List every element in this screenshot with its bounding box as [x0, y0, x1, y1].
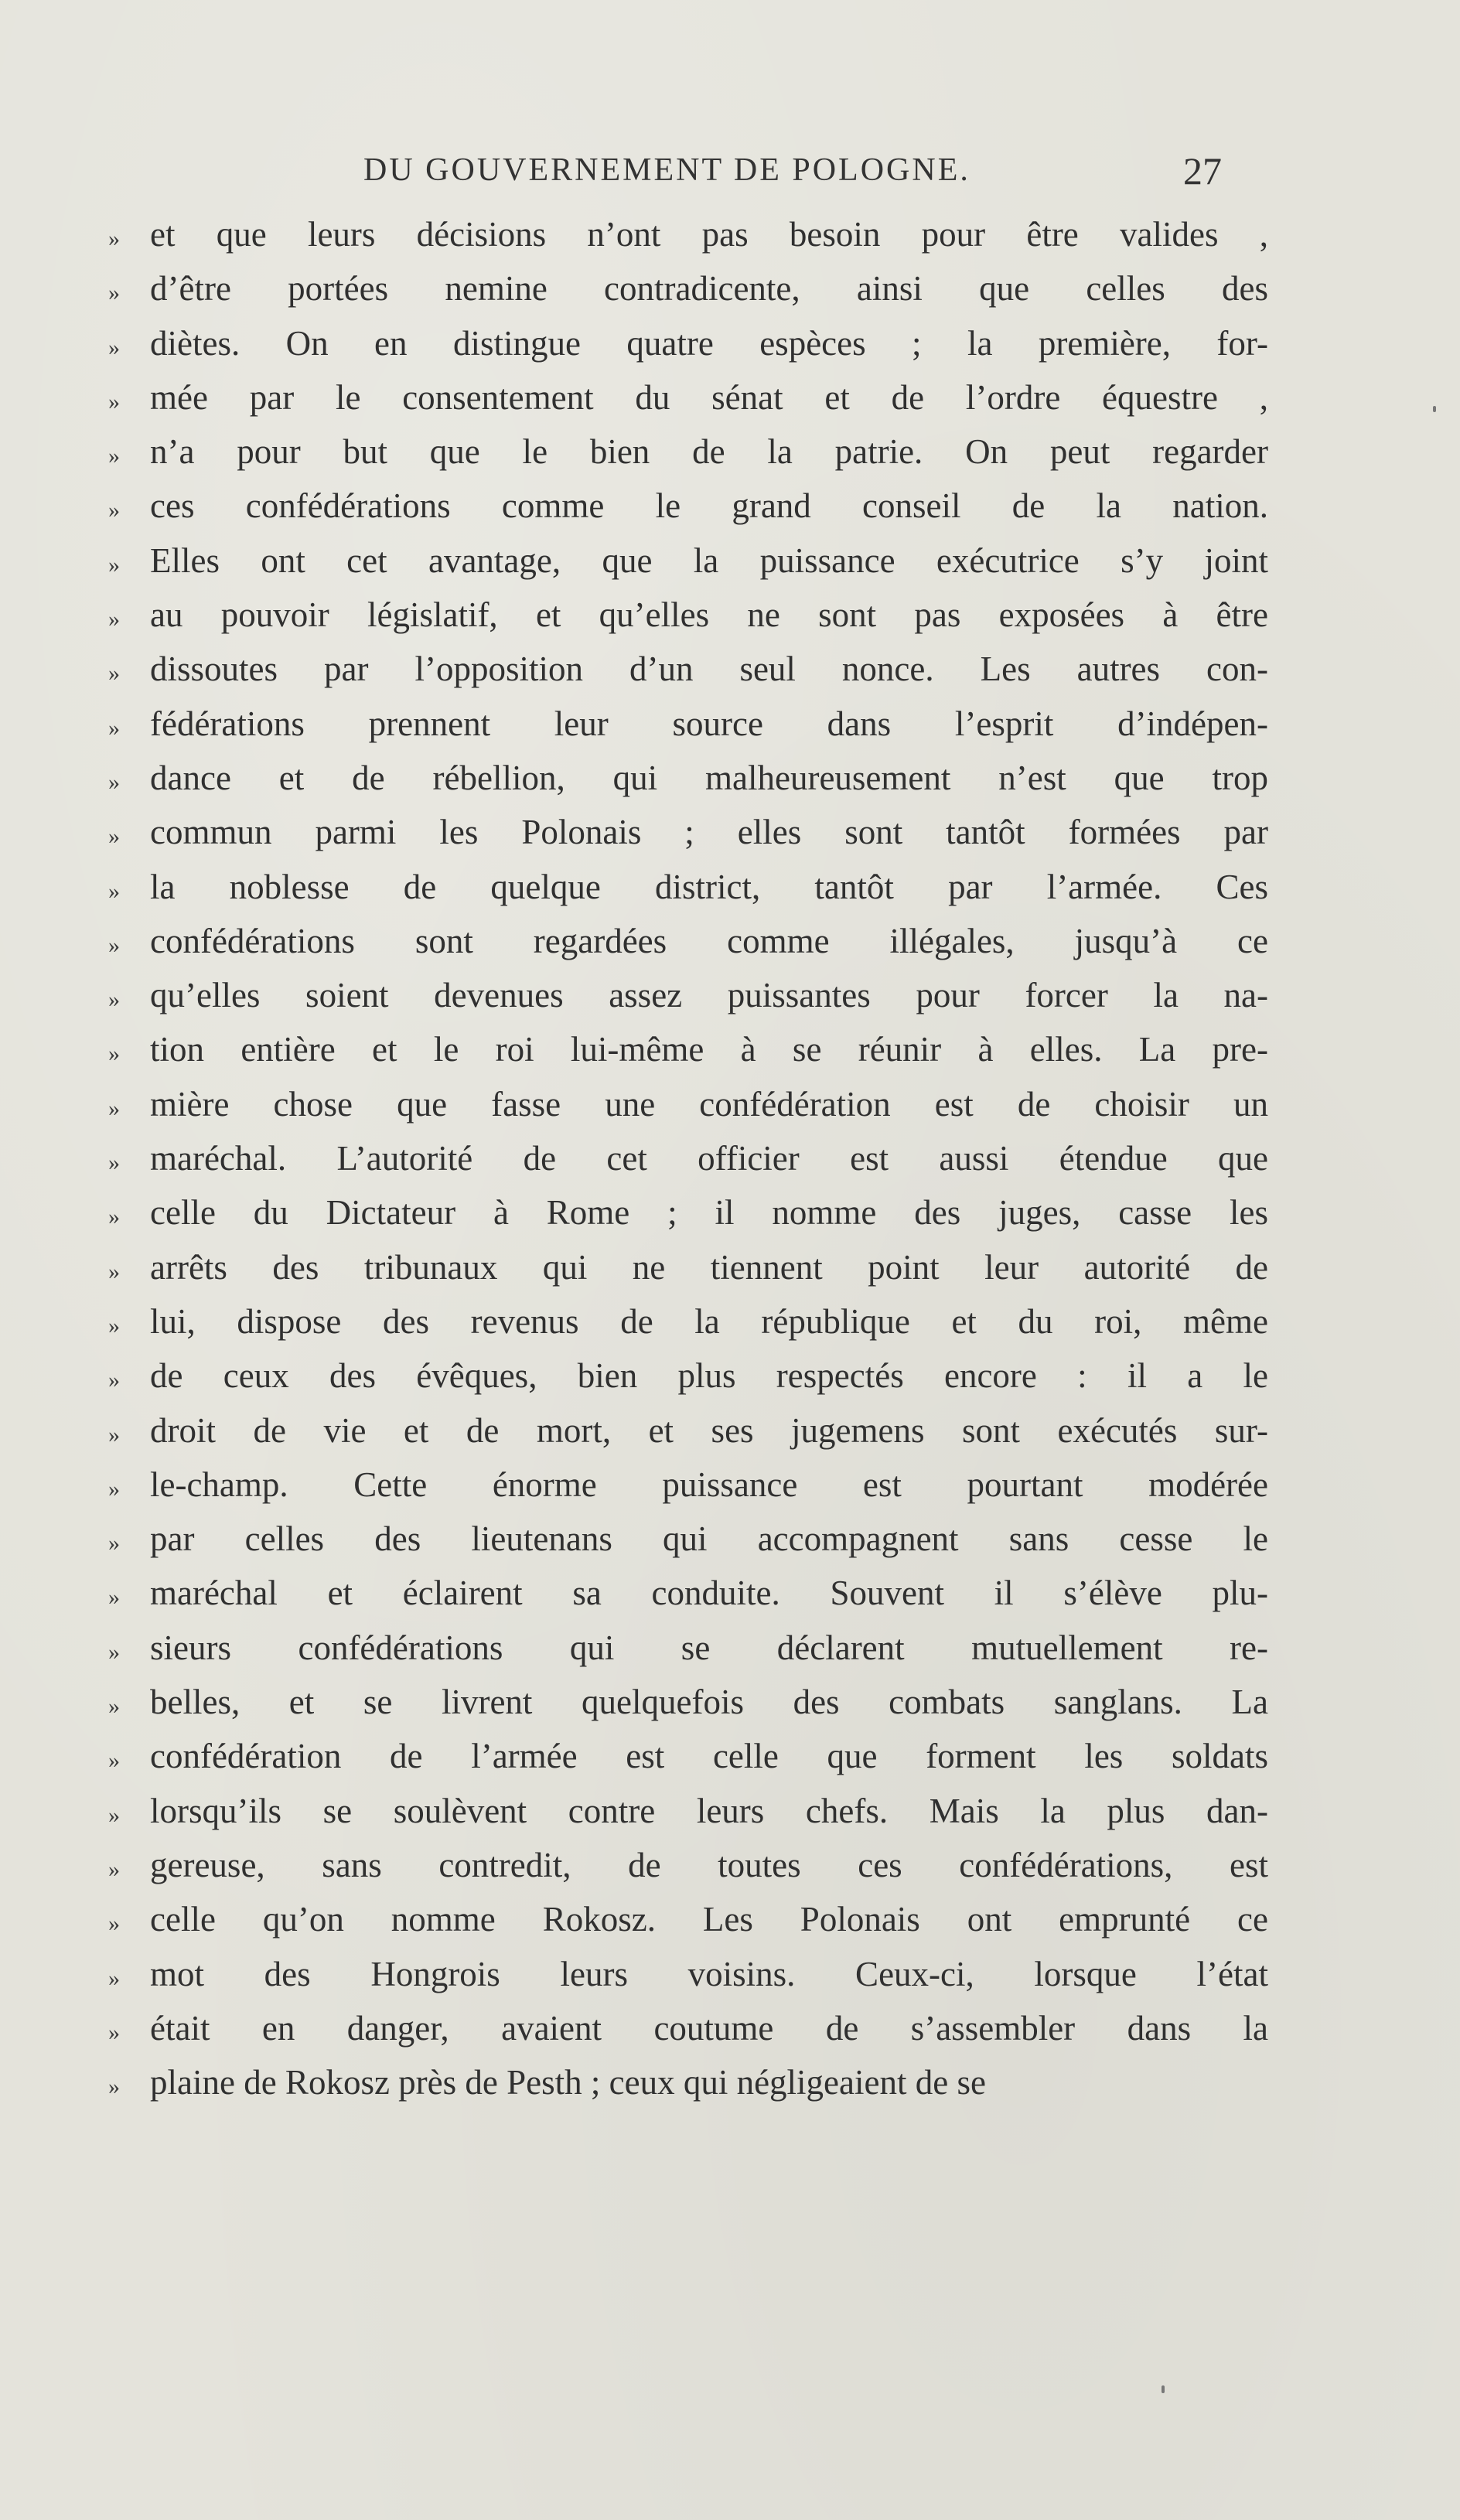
quote-mark: » [108, 1095, 120, 1121]
quote-mark: » [108, 714, 120, 741]
text-line [108, 1838, 1268, 1892]
text-line [108, 1892, 1268, 1946]
quote-mark: » [108, 1258, 120, 1284]
line-text: par celles des lieutenans qui accompagnent sans cesse le [150, 1519, 1268, 1559]
line-text: confédérations sont regardées comme illégales, jusqu’à ce [150, 921, 1268, 960]
line-text: la noblesse de quelque district, tantôt par l’armée. Ces [150, 867, 1268, 906]
quote-mark: » [108, 1150, 120, 1176]
quote-mark: » [108, 1584, 120, 1611]
text-line [108, 2055, 1268, 2109]
quote-mark: » [108, 1965, 120, 1991]
text-line [108, 1294, 1268, 1349]
quote-mark: » [108, 1693, 120, 1720]
line-text: ces confédérations comme le grand conseil de la nation. [150, 486, 1268, 526]
text-line [108, 1784, 1268, 1838]
text-line [108, 588, 1268, 642]
line-text: et que leurs décisions n’ont pas besoin pour être valides , [150, 215, 1268, 254]
text-line [108, 751, 1268, 805]
quote-mark: » [108, 1312, 120, 1338]
line-text: celle du Dictateur à Rome ; il nomme des juges, casse les [150, 1193, 1268, 1233]
text-line [108, 1512, 1268, 1566]
line-text: qu’elles soient devenues assez puissantes pour forcer la na- [150, 976, 1268, 1015]
body-text [108, 207, 1268, 2109]
quote-mark: » [108, 1856, 120, 1882]
text-line [108, 1185, 1268, 1240]
line-text: dance et de rébellion, qui malheureusement n’est que trop [150, 758, 1268, 797]
line-text: était en danger, avaient coutume de s’assembler dans la [150, 2008, 1268, 2048]
quote-mark: » [108, 1041, 120, 1067]
quote-mark: » [108, 769, 120, 795]
line-text: sieurs confédérations qui se déclarent mutuellement re- [150, 1628, 1268, 1667]
line-text: tion entière et le roi lui-même à se réunir à elles. La pre- [150, 1030, 1268, 1069]
text-line [108, 479, 1268, 533]
line-text: confédération de l’armée est celle que forment les soldats [150, 1737, 1268, 1776]
quote-mark: » [108, 388, 120, 414]
line-text: lorsqu’ils se soulèvent contre leurs chefs. Mais la plus dan- [150, 1791, 1268, 1830]
line-text: lui, dispose des revenus de la république et du roi, même [150, 1301, 1268, 1341]
line-text: plaine de Rokosz près de Pesth ; ceux qui négligeaient de se [150, 2063, 986, 2102]
quote-mark: » [108, 1367, 120, 1393]
line-text: le-champ. Cette énorme puissance est pourtant modérée [150, 1465, 1268, 1504]
quote-mark: » [108, 334, 120, 360]
text-line [108, 1403, 1268, 1458]
text-line [108, 968, 1268, 1022]
line-text: mée par le consentement du sénat et de l’ordre équestre , [150, 377, 1268, 417]
quote-mark: » [108, 878, 120, 904]
text-line [108, 1240, 1268, 1294]
text-line [108, 642, 1268, 696]
text-line [108, 1729, 1268, 1783]
quote-mark: » [108, 1911, 120, 1937]
quote-mark: » [108, 551, 120, 578]
text-line [108, 1566, 1268, 1620]
line-text: n’a pour but que le bien de la patrie. On peut regarder [150, 432, 1268, 472]
text-line [108, 914, 1268, 968]
text-line [108, 207, 1268, 261]
line-text: mot des Hongrois leurs voisins. Ceux-ci, lorsque l’état [150, 1954, 1268, 1993]
text-line [108, 805, 1268, 859]
line-text: commun parmi les Polonais ; elles sont tantôt formées par [150, 813, 1268, 852]
text-line [108, 1947, 1268, 2001]
paper-speck [1162, 2385, 1165, 2393]
quote-mark: » [108, 1421, 120, 1448]
quote-mark: » [108, 497, 120, 523]
quote-mark: » [108, 824, 120, 850]
line-text: belles, et se livrent quelquefois des combats sanglans. La [150, 1683, 1268, 1722]
line-text: fédérations prennent leur source dans l’esprit d’indépen- [150, 704, 1268, 743]
quote-mark: » [108, 932, 120, 958]
line-text: dissoutes par l’opposition d’un seul nonce. Les autres con- [150, 650, 1268, 689]
text-line [108, 860, 1268, 914]
running-head: DU GOUVERNEMENT DE POLOGNE. [363, 152, 970, 188]
quote-mark: » [108, 443, 120, 469]
text-line [108, 1349, 1268, 1403]
quote-mark: » [108, 2074, 120, 2100]
quote-mark: » [108, 1802, 120, 1828]
text-line [108, 534, 1268, 588]
line-text: d’être portées nemine contradicente, ainsi que celles des [150, 269, 1268, 309]
text-line [108, 1675, 1268, 1729]
line-text: Elles ont cet avantage, que la puissance exécutrice s’y joint [150, 540, 1268, 580]
paper-speck [1433, 406, 1436, 412]
line-text: droit de vie et de mort, et ses jugemens sont exécutés sur- [150, 1410, 1268, 1450]
line-text: maréchal et éclairent sa conduite. Souvent il s’élève plu- [150, 1574, 1268, 1613]
text-line [108, 425, 1268, 479]
quote-mark: » [108, 660, 120, 687]
quote-mark: » [108, 1748, 120, 1774]
text-line [108, 2001, 1268, 2055]
text-line [108, 1022, 1268, 1076]
line-text: mière chose que fasse une confédération est de choisir un [150, 1084, 1268, 1124]
line-text: maréchal. L’autorité de cet officier est aussi étendue que [150, 1139, 1268, 1178]
line-text: gereuse, sans contredit, de toutes ces confédérations, est [150, 1845, 1268, 1884]
quote-mark: » [108, 226, 120, 251]
quote-mark: » [108, 1475, 120, 1502]
line-text: au pouvoir législatif, et qu’elles ne sont pas exposées à être [150, 595, 1268, 635]
text-line [108, 1077, 1268, 1131]
line-text: de ceux des évêques, bien plus respectés encore : il a le [150, 1356, 1268, 1396]
text-line [108, 1458, 1268, 1512]
quote-mark: » [108, 1530, 120, 1557]
text-line [108, 261, 1268, 315]
quote-mark: » [108, 2019, 120, 2045]
quote-mark: » [108, 1204, 120, 1230]
text-line [108, 1621, 1268, 1675]
page-number: 27 [1183, 149, 1222, 193]
text-line [108, 697, 1268, 751]
text-line [108, 316, 1268, 370]
quote-mark: » [108, 1639, 120, 1665]
quote-mark: » [108, 280, 120, 306]
line-text: celle qu’on nomme Rokosz. Les Polonais ont emprunté ce [150, 1900, 1268, 1939]
line-text: arrêts des tribunaux qui ne tiennent point leur autorité de [150, 1247, 1268, 1287]
text-line [108, 370, 1268, 425]
quote-mark: » [108, 987, 120, 1013]
text-line [108, 1131, 1268, 1185]
quote-mark: » [108, 606, 120, 633]
line-text: diètes. On en distingue quatre espèces ; la première, for- [150, 323, 1268, 363]
